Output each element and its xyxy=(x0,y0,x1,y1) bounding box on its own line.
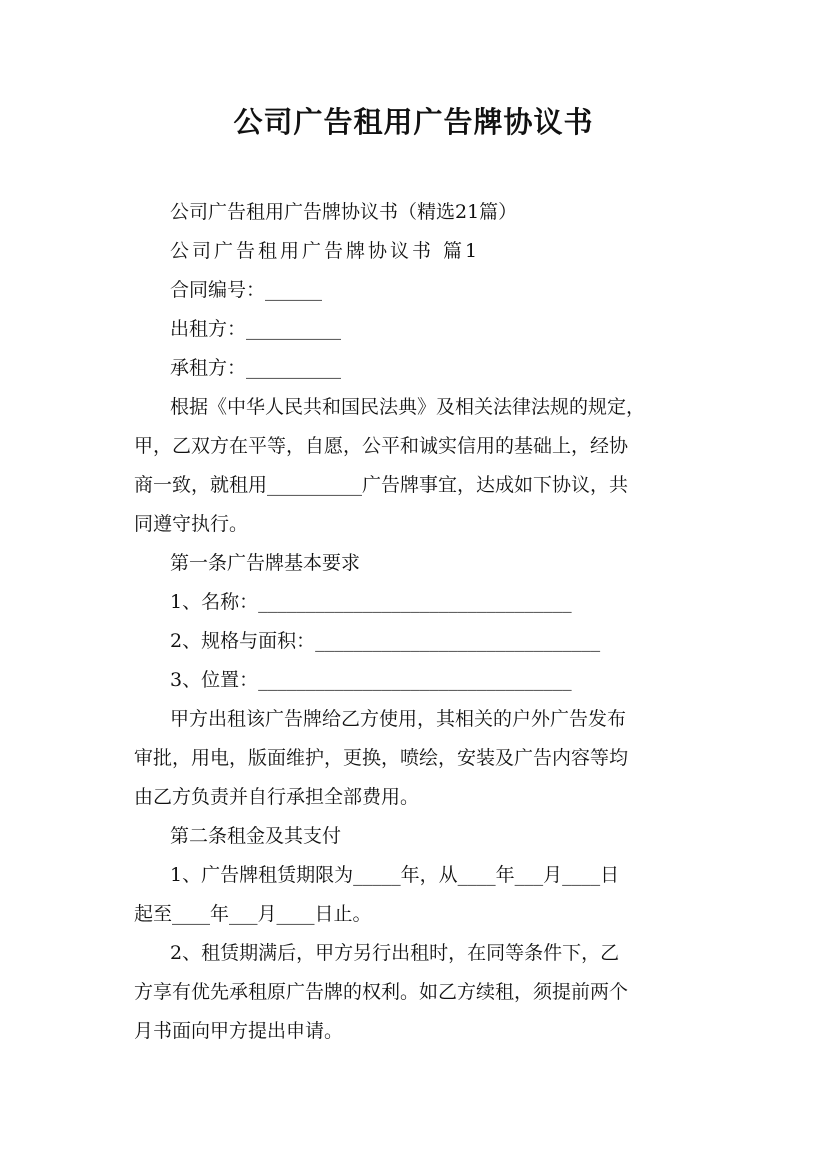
text-line: 公司广告租用广告牌协议书 篇1 xyxy=(170,240,481,262)
text-line: 承租方：__________ xyxy=(170,357,342,379)
text-line: 起至____年___月____日止。 xyxy=(134,903,372,925)
text-line: 同遵守执行。 xyxy=(134,513,249,535)
text-line: 由乙方负责并自行承担全部费用。 xyxy=(134,786,420,808)
document-title: 公司广告租用广告牌协议书 xyxy=(233,105,594,139)
text-line: 1、名称：_________________________________ xyxy=(170,591,572,613)
text-line: 审批，用电，版面维护，更换，喷绘，安装及广告内容等均 xyxy=(134,747,629,769)
text-line: 合同编号：______ xyxy=(170,279,323,301)
section-heading: 第一条广告牌基本要求 xyxy=(170,552,361,574)
text-line: 公司广告租用广告牌协议书（精选21篇） xyxy=(170,201,518,223)
text-line: 商一致，就租用__________广告牌事宜，达成如下协议，共 xyxy=(134,474,629,496)
text-line: 2、规格与面积：______________________________ xyxy=(170,630,601,652)
text-line: 3、位置：_________________________________ xyxy=(170,669,572,691)
text-line: 根据《中华人民共和国民法典》及相关法律法规的规定， xyxy=(170,396,646,418)
text-line: 方享有优先承租原广告牌的权利。如乙方续租，须提前两个 xyxy=(134,981,629,1003)
text-line: 月书面向甲方提出申请。 xyxy=(134,1020,344,1042)
text-line: 甲方出租该广告牌给乙方使用，其相关的户外广告发布 xyxy=(170,708,627,730)
section-heading: 第二条租金及其支付 xyxy=(170,825,342,847)
text-line: 甲，乙双方在平等，自愿，公平和诚实信用的基础上，经协 xyxy=(134,435,629,457)
text-line: 2、租赁期满后，甲方另行出租时，在同等条件下，乙 xyxy=(170,942,620,964)
text-line: 出租方：__________ xyxy=(170,318,342,340)
text-line: 1、广告牌租赁期限为_____年，从____年___月____日 xyxy=(170,864,620,886)
